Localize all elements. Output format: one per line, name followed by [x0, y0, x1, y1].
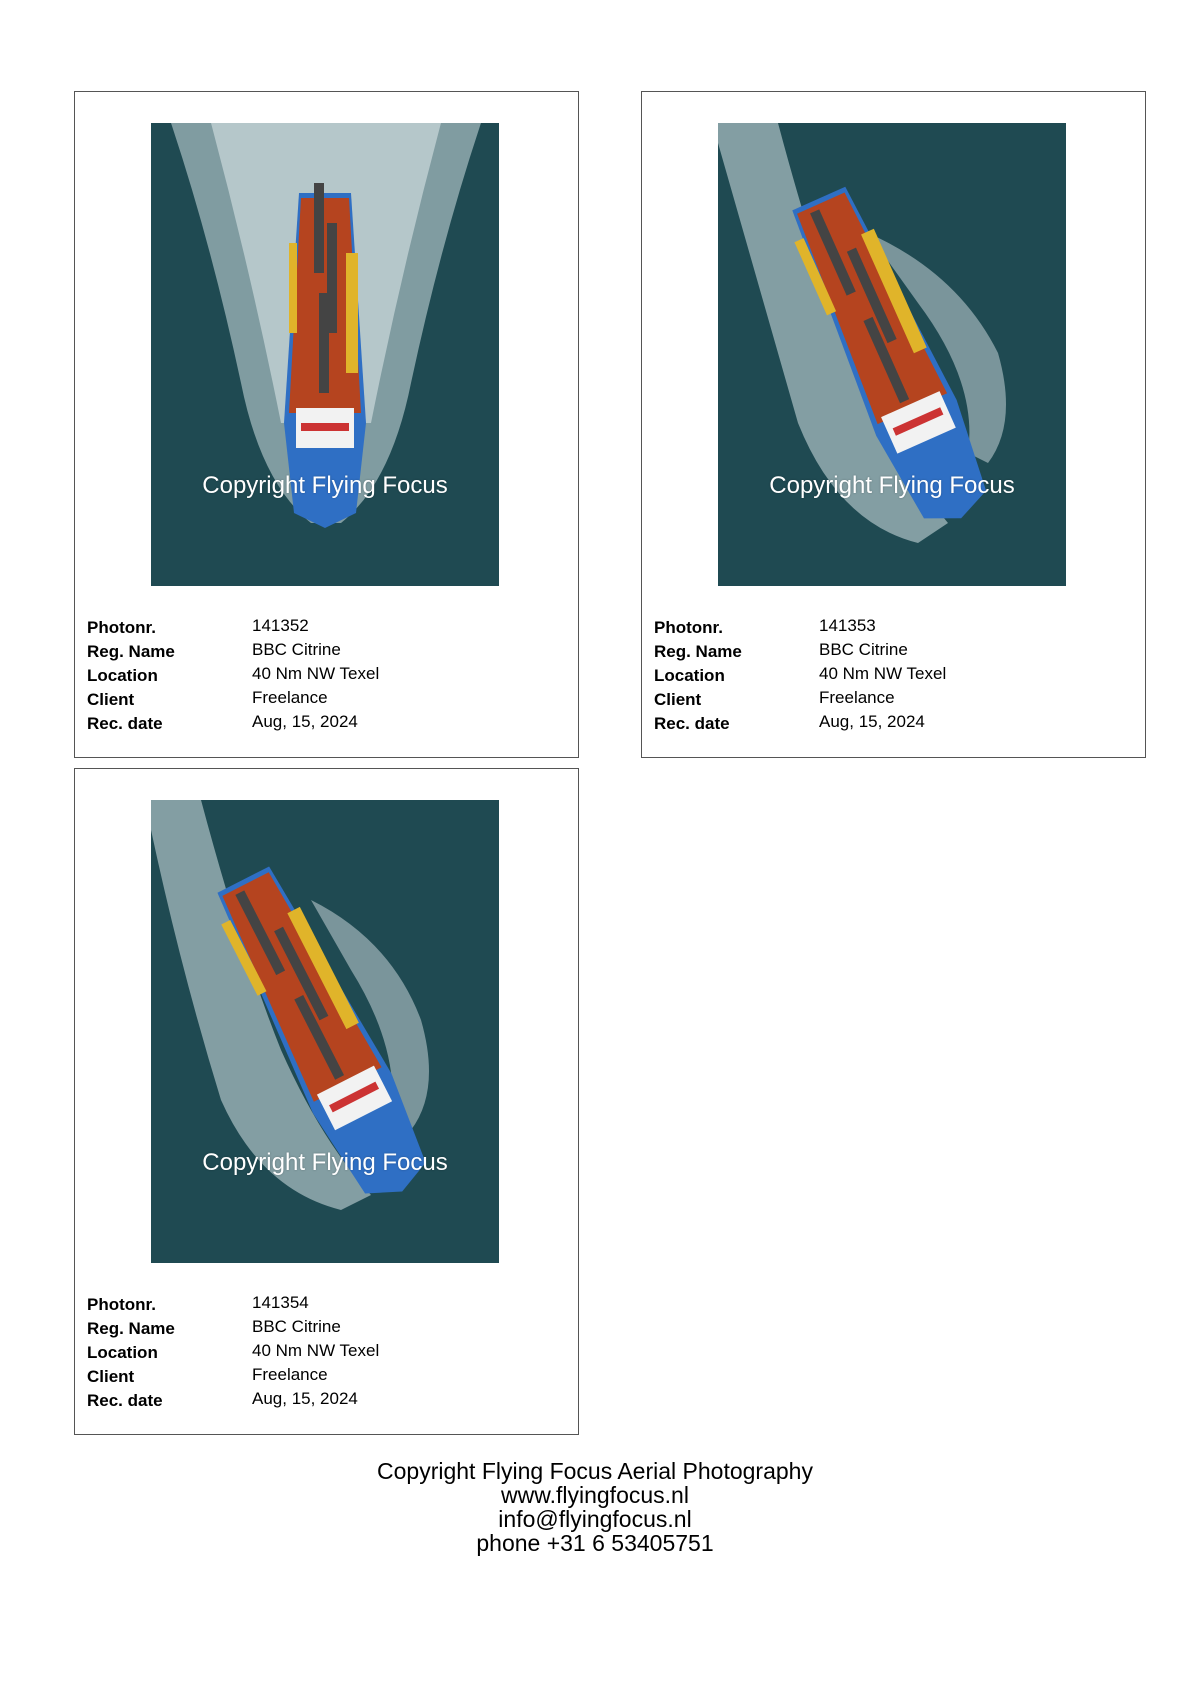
photo-metadata: [654, 616, 1134, 736]
reg-name-row: [654, 640, 1134, 664]
photonr-row: [654, 616, 1134, 640]
ship-photo-2[interactable]: [718, 123, 1066, 586]
client-label: Client: [87, 1367, 135, 1386]
client-value: Freelance: [252, 1365, 328, 1384]
client-value: Freelance: [819, 688, 895, 707]
reg-name-value: BBC Citrine: [252, 640, 341, 659]
location-label: Location: [87, 666, 158, 685]
location-value: 40 Nm NW Texel: [252, 1341, 380, 1360]
reg-name-value: BBC Citrine: [252, 1317, 341, 1336]
photonr-label: Photonr.: [87, 1295, 156, 1314]
reg-name-label: Reg. Name: [87, 642, 175, 661]
ship-image: [718, 123, 1066, 586]
location-value: 40 Nm NW Texel: [819, 664, 947, 683]
footer-website-link[interactable]: www.flyingfocus.nl: [501, 1482, 689, 1508]
client-row: [87, 688, 567, 712]
photo-metadata: [87, 1293, 567, 1413]
photonr-label: Photonr.: [87, 618, 156, 637]
ship-image: [151, 800, 499, 1263]
photonr-row: [87, 616, 567, 640]
footer-email-link[interactable]: info@flyingfocus.nl: [498, 1506, 692, 1532]
client-value: Freelance: [252, 688, 328, 707]
rec-date-value: Aug, 15, 2024: [252, 1389, 358, 1408]
location-row: [87, 1341, 567, 1365]
photo-metadata: [87, 616, 567, 736]
photo-card-1: [74, 91, 579, 758]
rec-date-label: Rec. date: [87, 714, 163, 733]
client-row: [654, 688, 1134, 712]
reg-name-value: BBC Citrine: [819, 640, 908, 659]
rec-date-value: Aug, 15, 2024: [819, 712, 925, 731]
location-value: 40 Nm NW Texel: [252, 664, 380, 683]
client-row: [87, 1365, 567, 1389]
client-label: Client: [654, 690, 702, 709]
rec-date-row: [87, 1389, 567, 1413]
rec-date-label: Rec. date: [654, 714, 730, 733]
watermark-text: Copyright Flying Focus: [769, 472, 1015, 499]
ship-photo-3[interactable]: [151, 800, 499, 1263]
watermark-text: Copyright Flying Focus: [202, 472, 448, 499]
photo-card-2: [641, 91, 1146, 758]
location-label: Location: [654, 666, 725, 685]
rec-date-row: [654, 712, 1134, 736]
photonr-value: 141352: [252, 616, 309, 635]
photonr-value: 141353: [819, 616, 876, 635]
watermark-text: Copyright Flying Focus: [202, 1149, 448, 1176]
photonr-row: [87, 1293, 567, 1317]
location-row: [87, 664, 567, 688]
rec-date-row: [87, 712, 567, 736]
reg-name-row: [87, 1317, 567, 1341]
rec-date-value: Aug, 15, 2024: [252, 712, 358, 731]
reg-name-label: Reg. Name: [654, 642, 742, 661]
rec-date-label: Rec. date: [87, 1391, 163, 1410]
ship-photo-1[interactable]: [151, 123, 499, 586]
photo-card-3: [74, 768, 579, 1435]
page-footer: [0, 1459, 1190, 1555]
client-label: Client: [87, 690, 135, 709]
location-row: [654, 664, 1134, 688]
photonr-value: 141354: [252, 1293, 309, 1312]
ship-image: [151, 123, 499, 586]
footer-copyright: Copyright Flying Focus Aerial Photography: [377, 1458, 813, 1484]
location-label: Location: [87, 1343, 158, 1362]
footer-phone: phone +31 6 53405751: [476, 1530, 714, 1556]
photonr-label: Photonr.: [654, 618, 723, 637]
reg-name-label: Reg. Name: [87, 1319, 175, 1338]
reg-name-row: [87, 640, 567, 664]
